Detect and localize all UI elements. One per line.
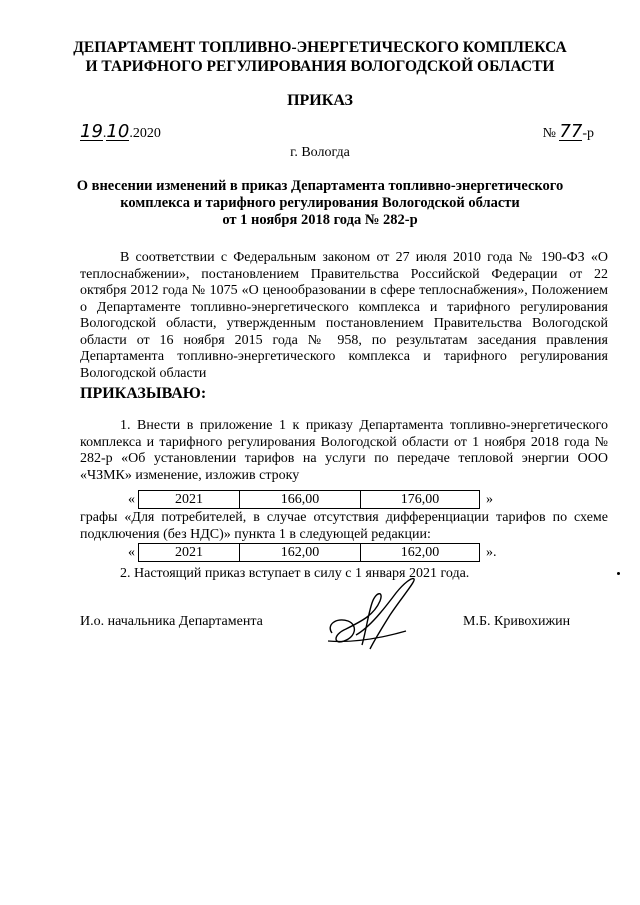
tariff-row-old (128, 490, 493, 509)
date-year: .2020 (129, 126, 161, 141)
order-subject (60, 178, 580, 229)
signatory-position: И.о. начальника Департамента (80, 614, 263, 629)
department-header (60, 38, 580, 76)
item-1-paragraph: 1. Внести в приложение 1 к приказу Департамента топливно-энергетического комплекса и тарифного регулирования Вологодской области от 1 ноября 2018 года № 282-р «Об установлении тарифов на услуги по передаче тепловой энергии ООО «ЧЗМК» изменение, изложив строку (80, 418, 608, 483)
subject-line-2: комплекса и тарифного регулирования Вологодской области (120, 195, 520, 211)
item-2-paragraph: 2. Настоящий приказ вступает в силу с 1 января 2021 года. (120, 566, 470, 581)
cell-value-1: 162,00 (240, 544, 361, 561)
order-number (542, 121, 594, 142)
number-value: 77 (559, 121, 583, 142)
subject-line-3: от 1 ноября 2018 года № 282-р (222, 212, 418, 228)
cell-value-2: 176,00 (400, 492, 440, 507)
tariff-cells (138, 490, 480, 509)
city: г. Вологда (290, 145, 350, 160)
order-title: ПРИКАЗ (287, 92, 353, 109)
subject-line-1: О внесении изменений в приказ Департамента топливно-энергетического (76, 178, 564, 194)
date-day: 19 (80, 121, 103, 142)
header-line-1: ДЕПАРТАМЕНТ ТОПЛИВНО-ЭНЕРГЕТИЧЕСКОГО КОМПЛЕКСА (73, 39, 567, 56)
date-month: 10 (106, 121, 130, 142)
prikazyvayu-heading: ПРИКАЗЫВАЮ: (80, 385, 207, 402)
quote-open: « (128, 545, 135, 560)
date-sep: . (102, 126, 107, 141)
signatory-name: М.Б. Кривохижин (463, 614, 571, 629)
cell-year: 2021 (139, 544, 240, 561)
handwritten-signature-icon (322, 575, 432, 655)
order-date (80, 121, 161, 142)
quote-open: « (128, 492, 135, 507)
header-line-2: И ТАРИФНОГО РЕГУЛИРОВАНИЯ ВОЛОГОДСКОЙ ОБЛАСТИ (85, 58, 555, 75)
quote-close: ». (486, 545, 497, 560)
cell-year: 2021 (139, 491, 240, 508)
tariff-row-new (128, 543, 497, 562)
column-description: графы «Для потребителей, в случае отсутствия дифференциации тарифов по схеме подключения (без НДС)» пункта 1 в следующей редакции: (80, 510, 608, 542)
number-prefix: № (542, 126, 556, 141)
cell-value-2: 162,00 (400, 545, 440, 560)
tariff-cells (138, 543, 480, 562)
cell-value-1: 166,00 (240, 491, 361, 508)
preamble-paragraph: В соответствии с Федеральным законом от 27 июля 2010 года № 190-ФЗ «О теплоснабжении», постановлением Правительства Российской Федерации от 22 октября 2012 года № 1075 «О ценообразовании в сфере теплоснабжения», Положением о Департаменте топливно-энергетического комплекса и тарифного регулирования Вологодской области, утвержденным постановлением Правительства Вологодской области от 16 ноября 2015 года № 958, по результатам заседания правления Департамента топливно-энергетического комплекса и тарифного регулирования Вологодской области (80, 250, 608, 381)
scan-speck (617, 572, 620, 575)
quote-close: » (486, 492, 493, 507)
number-suffix: -р (582, 126, 594, 141)
